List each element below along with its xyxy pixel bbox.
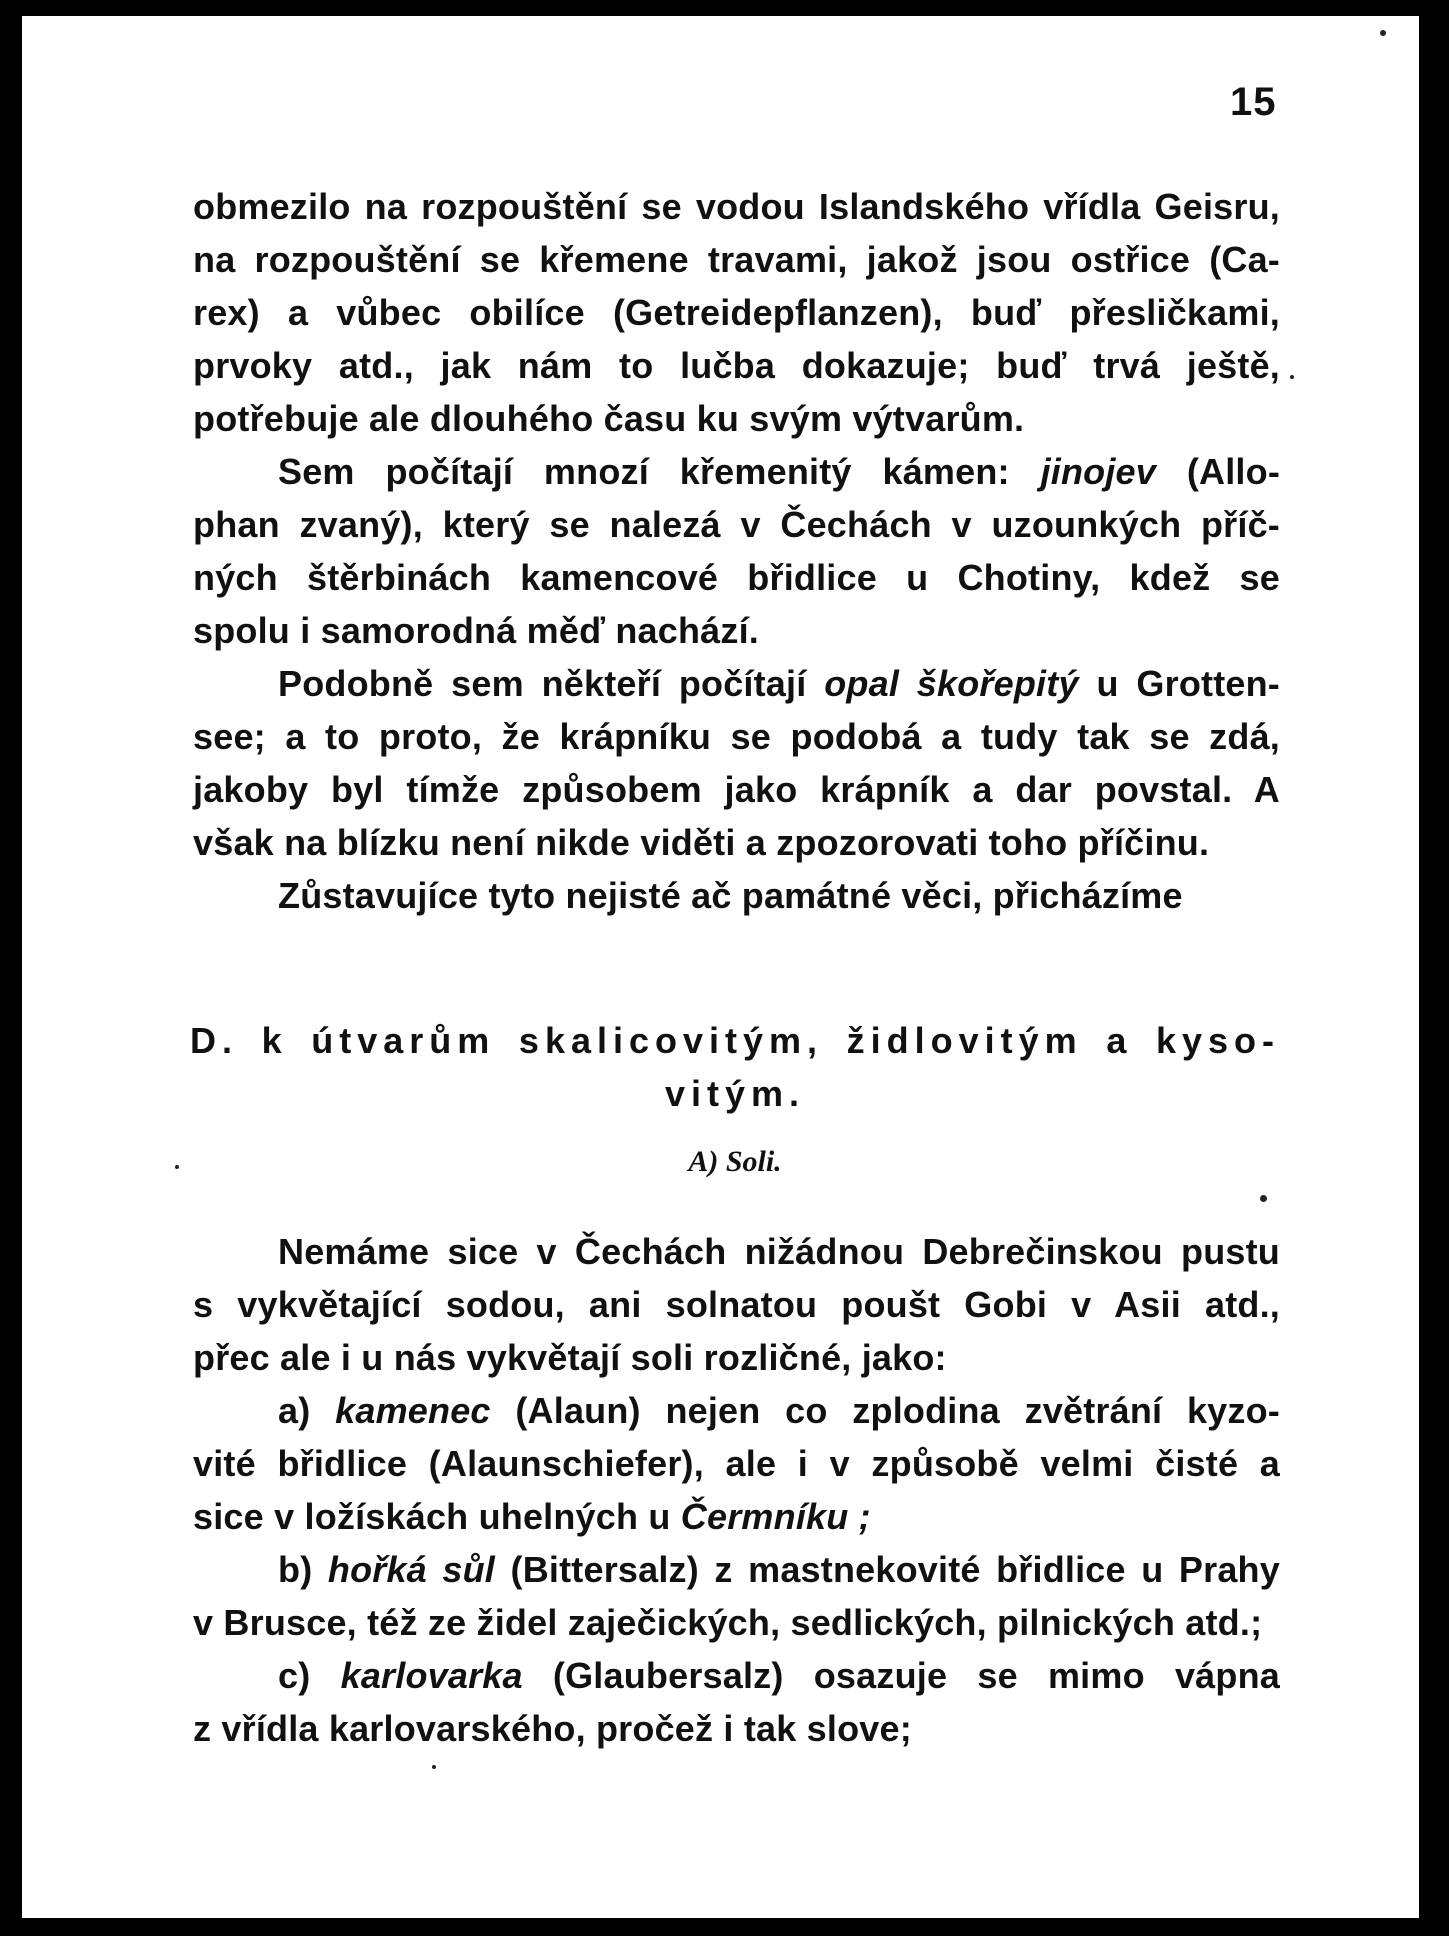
italic-term: jinojev <box>1040 451 1156 492</box>
italic-term: opal škořepitý <box>824 663 1079 704</box>
paragraph-first-line <box>193 657 1280 710</box>
text-line: obmezilo na rozpouštění se vodou Islandského vřídla Geisru, <box>193 186 1280 227</box>
text-line: s vykvětající sodou, ani solnatou poušt Gobi v Asii atd., <box>193 1284 1280 1325</box>
scan-speck <box>1260 1195 1267 1202</box>
italic-term: Čermníku ; <box>680 1496 871 1537</box>
subsection-heading: A) Soli. <box>688 1145 782 1178</box>
section-heading <box>190 1014 1280 1120</box>
text-line: jakoby byl tímže způsobem jako krápník a dar povstal. A <box>193 769 1280 810</box>
text-run: (Glaubersalz) osazuje se mimo vápna <box>522 1655 1280 1696</box>
italic-term: kamenec <box>335 1390 491 1431</box>
text-line: však na blízku není nikde viděti a zpozorovati toho příčinu. <box>193 822 1210 863</box>
section-heading-line: D. k útvarům skalicovitým, židlovitým a kyso- <box>190 1020 1280 1061</box>
list-item-c <box>193 1649 1280 1702</box>
scan-speck <box>432 1765 436 1769</box>
text-line: přec ale i u nás vykvětají soli rozličné, jako: <box>193 1337 947 1378</box>
text-run: (Alaun) nejen co zplodina zvětrání kyzo- <box>490 1390 1280 1431</box>
body-text-upper <box>193 180 1280 922</box>
text-line: prvoky atd., jak nám to lučba dokazuje; buď trvá ještě, <box>193 345 1280 386</box>
list-item-b <box>193 1543 1280 1596</box>
text-run: (Allo- <box>1156 451 1281 492</box>
text-line: Zůstavujíce tyto nejisté ač památné věci, přicházíme <box>278 875 1183 916</box>
text-line: v Brusce, též ze židel zaječických, sedlických, pilnických atd.; <box>193 1602 1263 1643</box>
text-run: (Bittersalz) z mastnekovité břidlice u Prahy <box>495 1549 1280 1590</box>
body-text-lower <box>193 1225 1280 1755</box>
text-line: Nemáme sice v Čechách nižádnou Debrečinskou pustu <box>278 1231 1280 1272</box>
text-run: Sem počítají mnozí křemenitý kámen: <box>278 451 1041 492</box>
text-line: na rozpouštění se křemene travami, jakož jsou ostřice (Ca- <box>193 239 1280 280</box>
list-item-a <box>193 1384 1280 1437</box>
text-run: sice v ložískách uhelných u <box>193 1496 681 1537</box>
scan-border-left <box>0 0 22 1936</box>
scan-speck <box>175 1165 179 1169</box>
text-line: rex) a vůbec obilíce (Getreidepflanzen), buď přesličkami, <box>193 292 1280 333</box>
scan-speck <box>1380 30 1386 36</box>
section-heading-line: vitým. <box>664 1073 806 1114</box>
scan-speck <box>1290 375 1294 379</box>
list-label: c) <box>278 1655 341 1696</box>
scan-border-right <box>1419 0 1449 1936</box>
text-line: see; a to proto, že krápníku se podobá a tudy tak se zdá, <box>193 716 1280 757</box>
text-line: ných štěrbinách kamencové břidlice u Chotiny, kdež se <box>193 557 1280 598</box>
page-number: 15 <box>1230 80 1277 124</box>
scan-border-bottom <box>0 1918 1449 1936</box>
text-run: Podobně sem někteří počítají <box>278 663 825 704</box>
text-line <box>193 1490 1280 1543</box>
text-line: vité břidlice (Alaunschiefer), ale i v způsobě velmi čisté a <box>193 1443 1280 1484</box>
text-line: spolu i samorodná měď nachází. <box>193 610 760 651</box>
italic-term: hořká sůl <box>327 1549 496 1590</box>
text-line: z vřídla karlovarského, pročež i tak slove; <box>193 1708 912 1749</box>
list-label: a) <box>278 1390 336 1431</box>
italic-term: karlovarka <box>340 1655 523 1696</box>
scan-border-top <box>0 0 1449 16</box>
text-line: potřebuje ale dlouhého času ku svým výtvarům. <box>193 398 1025 439</box>
text-run: u Grotten- <box>1078 663 1280 704</box>
list-label: b) <box>278 1549 328 1590</box>
paragraph-first-line <box>193 445 1280 498</box>
text-line: phan zvaný), který se nalezá v Čechách v uzounkých příč- <box>193 504 1280 545</box>
